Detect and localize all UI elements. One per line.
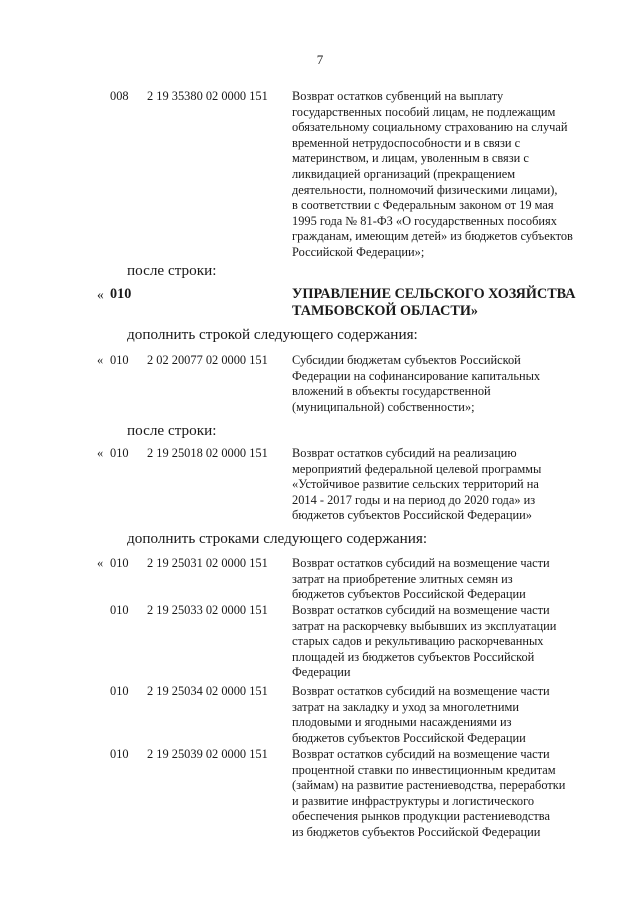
description-line: площадей из бюджетов субъектов Российской <box>292 649 535 664</box>
description-line: плодовыми и ягодными насаждениями из <box>292 715 512 730</box>
row-description <box>292 353 587 415</box>
description-line: обеспечения рынков продукции растениеводства <box>292 809 550 824</box>
row-description <box>292 89 587 261</box>
description-line: бюджетов субъектов Российской Федерации <box>292 730 526 745</box>
description-line: затрат на раскорчевку выбывших из эксплуатации <box>292 618 557 633</box>
row-description <box>292 603 587 681</box>
admin-code: 010 <box>110 446 129 460</box>
page-number: 7 <box>316 52 324 67</box>
row-description <box>292 446 587 524</box>
admin-code: 010 <box>110 603 129 617</box>
description-line: материнством, и лицам, уволенным в связи с <box>292 151 529 166</box>
opening-quote: « <box>97 446 104 460</box>
description-line: Федерации <box>292 665 351 680</box>
budget-classification-code: 2 19 25034 02 0000 151 <box>147 684 268 698</box>
description-line: Субсидии бюджетам субъектов Российской <box>292 353 521 367</box>
admin-code: 010 <box>110 556 129 570</box>
description-line: ликвидацией организаций (прекращением <box>292 166 516 181</box>
opening-quote: « <box>97 556 104 570</box>
description-line: процентной ставки по инвестиционным кредитам <box>292 762 556 777</box>
description-line: вложений в объекты государственной <box>292 384 491 399</box>
description-line: Возврат остатков субвенций на выплату <box>292 89 504 103</box>
description-line: бюджетов субъектов Российской Федерации» <box>292 508 532 523</box>
row-description <box>292 747 587 841</box>
description-line: временной нетрудоспособности и в связи с <box>292 135 521 150</box>
description-line: мероприятий федеральной целевой программы <box>292 461 542 476</box>
budget-classification-code: 2 19 35380 02 0000 151 <box>147 89 268 103</box>
row-description <box>292 684 587 746</box>
description-line: (займам) на развитие растениеводства, переработки <box>292 778 566 793</box>
description-line: старых садов и рекультивацию раскорчеванных <box>292 634 544 649</box>
row-description <box>292 286 587 320</box>
description-line: Федерации на софинансирование капитальных <box>292 368 541 383</box>
admin-code: 010 <box>110 684 129 698</box>
budget-classification-code: 2 19 25033 02 0000 151 <box>147 603 268 617</box>
description-line: государственных пособий лицам, не подлежащим <box>292 104 556 119</box>
description-line: Возврат остатков субсидий на реализацию <box>292 446 517 460</box>
description-line: Возврат остатков субсидий на возмещение части <box>292 684 550 698</box>
budget-classification-code: 2 19 25018 02 0000 151 <box>147 446 268 460</box>
description-line: УПРАВЛЕНИЕ СЕЛЬСКОГО ХОЗЯЙСТВА <box>292 286 576 302</box>
instruction-text: после строки: <box>127 422 217 439</box>
opening-quote: « <box>97 353 104 367</box>
opening-quote: « <box>97 287 104 302</box>
description-line: 2014 - 2017 годы и на период до 2020 года» из <box>292 492 536 507</box>
description-line: Возврат остатков субсидий на возмещение части <box>292 556 550 570</box>
instruction-text: после строки: <box>127 262 217 279</box>
description-line: обязательному социальному страхованию на случай <box>292 120 568 135</box>
description-line: в соответствии с Федеральным законом от 19 мая <box>292 198 554 213</box>
description-line: Российской Федерации»; <box>292 244 425 259</box>
row-description <box>292 556 587 603</box>
admin-code: 010 <box>110 353 129 367</box>
admin-code: 008 <box>110 89 129 103</box>
instruction-text: дополнить строкой следующего содержания: <box>127 326 418 343</box>
description-line: ТАМБОВСКОЙ ОБЛАСТИ» <box>292 303 478 319</box>
admin-code: 010 <box>110 286 132 302</box>
description-line: и развитие инфраструктуры и логистического <box>292 793 535 808</box>
budget-classification-code: 2 02 20077 02 0000 151 <box>147 353 268 367</box>
description-line: (муниципальной) собственности»; <box>292 399 475 414</box>
description-line: затрат на приобретение элитных семян из <box>292 571 513 586</box>
admin-code: 010 <box>110 747 129 761</box>
description-line: гражданам, имеющим детей» из бюджетов субъектов <box>292 229 573 244</box>
description-line: «Устойчивое развитие сельских территорий на <box>292 477 539 492</box>
budget-classification-code: 2 19 25039 02 0000 151 <box>147 747 268 761</box>
description-line: 1995 года № 81-ФЗ «О государственных пособиях <box>292 213 557 228</box>
budget-classification-code: 2 19 25031 02 0000 151 <box>147 556 268 570</box>
description-line: Возврат остатков субсидий на возмещение части <box>292 747 550 761</box>
instruction-text: дополнить строками следующего содержания: <box>127 530 428 547</box>
description-line: деятельности, полномочий физическими лицами), <box>292 182 558 197</box>
description-line: из бюджетов субъектов Российской Федерации <box>292 824 541 839</box>
description-line: Возврат остатков субсидий на возмещение части <box>292 603 550 617</box>
description-line: затрат на закладку и уход за многолетними <box>292 699 519 714</box>
description-line: бюджетов субъектов Российской Федерации <box>292 587 526 602</box>
